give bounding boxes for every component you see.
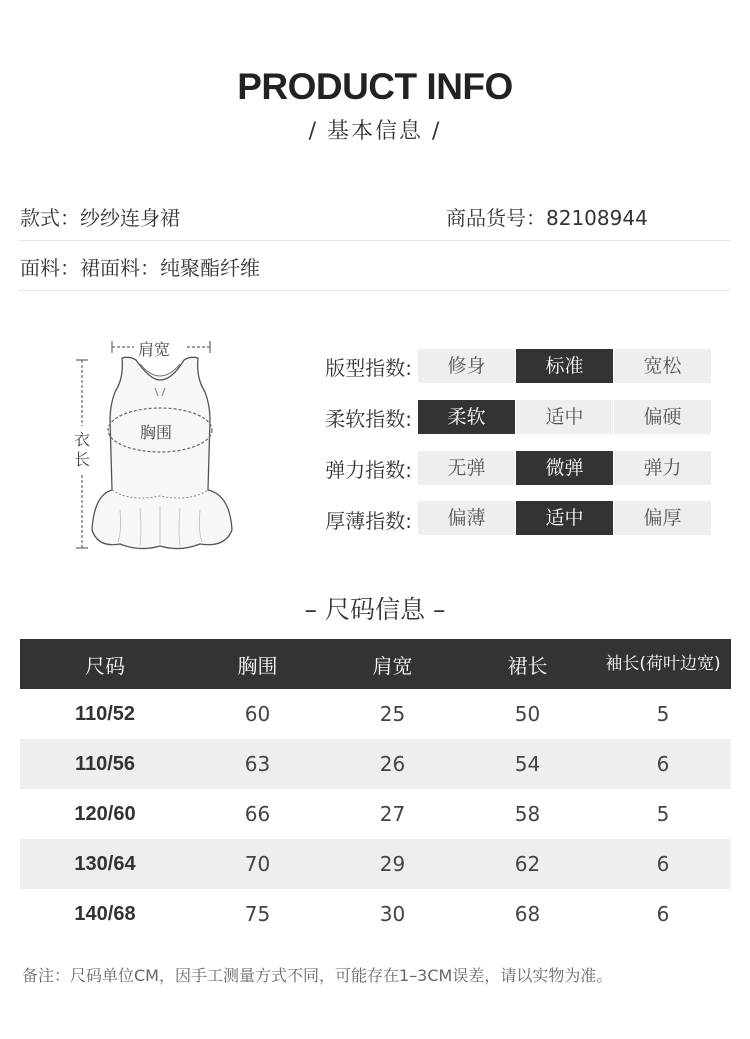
index-option: 宽松: [614, 349, 711, 383]
info-row-fabric: [18, 240, 730, 291]
index-option: 适中: [516, 400, 613, 434]
cell-shoulder: 30: [379, 902, 406, 926]
index-option: 弹力: [614, 451, 711, 485]
cell-sleeve: 6: [656, 852, 670, 876]
cell-length: 68: [514, 902, 541, 926]
table-row: [20, 689, 731, 739]
cell-shoulder: 26: [379, 752, 406, 776]
cell-shoulder: 25: [379, 702, 406, 726]
index-option: 偏薄: [418, 501, 515, 535]
cell-sleeve: 5: [656, 802, 670, 826]
cell-sleeve: 6: [656, 752, 670, 776]
cell-length: 58: [514, 802, 541, 826]
cell-chest: 63: [244, 752, 271, 776]
cell-sleeve: 5: [656, 702, 670, 726]
page-subtitle: / 基本信息 /: [308, 119, 442, 144]
cell-sleeve: 6: [656, 902, 670, 926]
table-row: [20, 889, 731, 939]
cell-length: 50: [514, 702, 541, 726]
chest-label: 胸围: [140, 423, 173, 442]
cell-size: 130/64: [74, 852, 136, 875]
style-text: 款式：纱纱连身裙: [20, 206, 180, 230]
header-length: 裙长: [507, 653, 548, 678]
index-option-selected: 柔软: [418, 400, 515, 434]
info-row-style: [18, 190, 730, 241]
index-option-selected: 适中: [516, 501, 613, 535]
header-sleeve: 袖长(荷叶边宽): [605, 654, 721, 674]
table-row: [20, 789, 731, 839]
index-option-selected: 标准: [516, 349, 613, 383]
cell-chest: 66: [244, 802, 271, 826]
index-label: 柔软指数:: [325, 407, 412, 431]
fabric-text: 面料：裙面料：纯聚酯纤维: [20, 256, 260, 280]
header-chest: 胸围: [237, 653, 278, 678]
index-option: 修身: [418, 349, 515, 383]
header-shoulder: 肩宽: [372, 653, 413, 678]
index-option-selected: 微弹: [516, 451, 613, 485]
table-header: [20, 639, 731, 689]
cell-chest: 70: [244, 852, 271, 876]
cell-size: 120/60: [74, 802, 136, 825]
shoulder-label: 肩宽: [138, 340, 171, 359]
cell-chest: 60: [244, 702, 271, 726]
cell-size: 140/68: [74, 902, 136, 925]
item-number-text: 商品货号：82108944: [446, 206, 648, 230]
cell-shoulder: 27: [379, 802, 406, 826]
index-label: 版型指数:: [325, 356, 412, 380]
cell-length: 54: [514, 752, 541, 776]
size-section-title: – 尺码信息 –: [304, 595, 446, 624]
cell-length: 62: [514, 852, 541, 876]
header-size: 尺码: [85, 653, 125, 678]
index-option: 偏厚: [614, 501, 711, 535]
size-table: [20, 639, 731, 939]
index-option: 无弹: [418, 451, 515, 485]
table-row: [20, 839, 731, 889]
cell-shoulder: 29: [379, 852, 406, 876]
dress-diagram-icon: [60, 330, 260, 560]
index-label: 厚薄指数:: [325, 509, 412, 533]
length-label: 衣长: [74, 430, 91, 469]
index-label: 弹力指数:: [325, 458, 412, 482]
cell-size: 110/52: [74, 702, 136, 725]
cell-chest: 75: [244, 902, 271, 926]
page-title: PRODUCT INFO: [237, 66, 513, 107]
footnote: 备注：尺码单位CM，因手工测量方式不同，可能存在1–3CM误差，请以实物为准。: [22, 966, 613, 985]
table-row: [20, 739, 731, 789]
cell-size: 110/56: [74, 752, 136, 775]
index-option: 偏硬: [614, 400, 711, 434]
